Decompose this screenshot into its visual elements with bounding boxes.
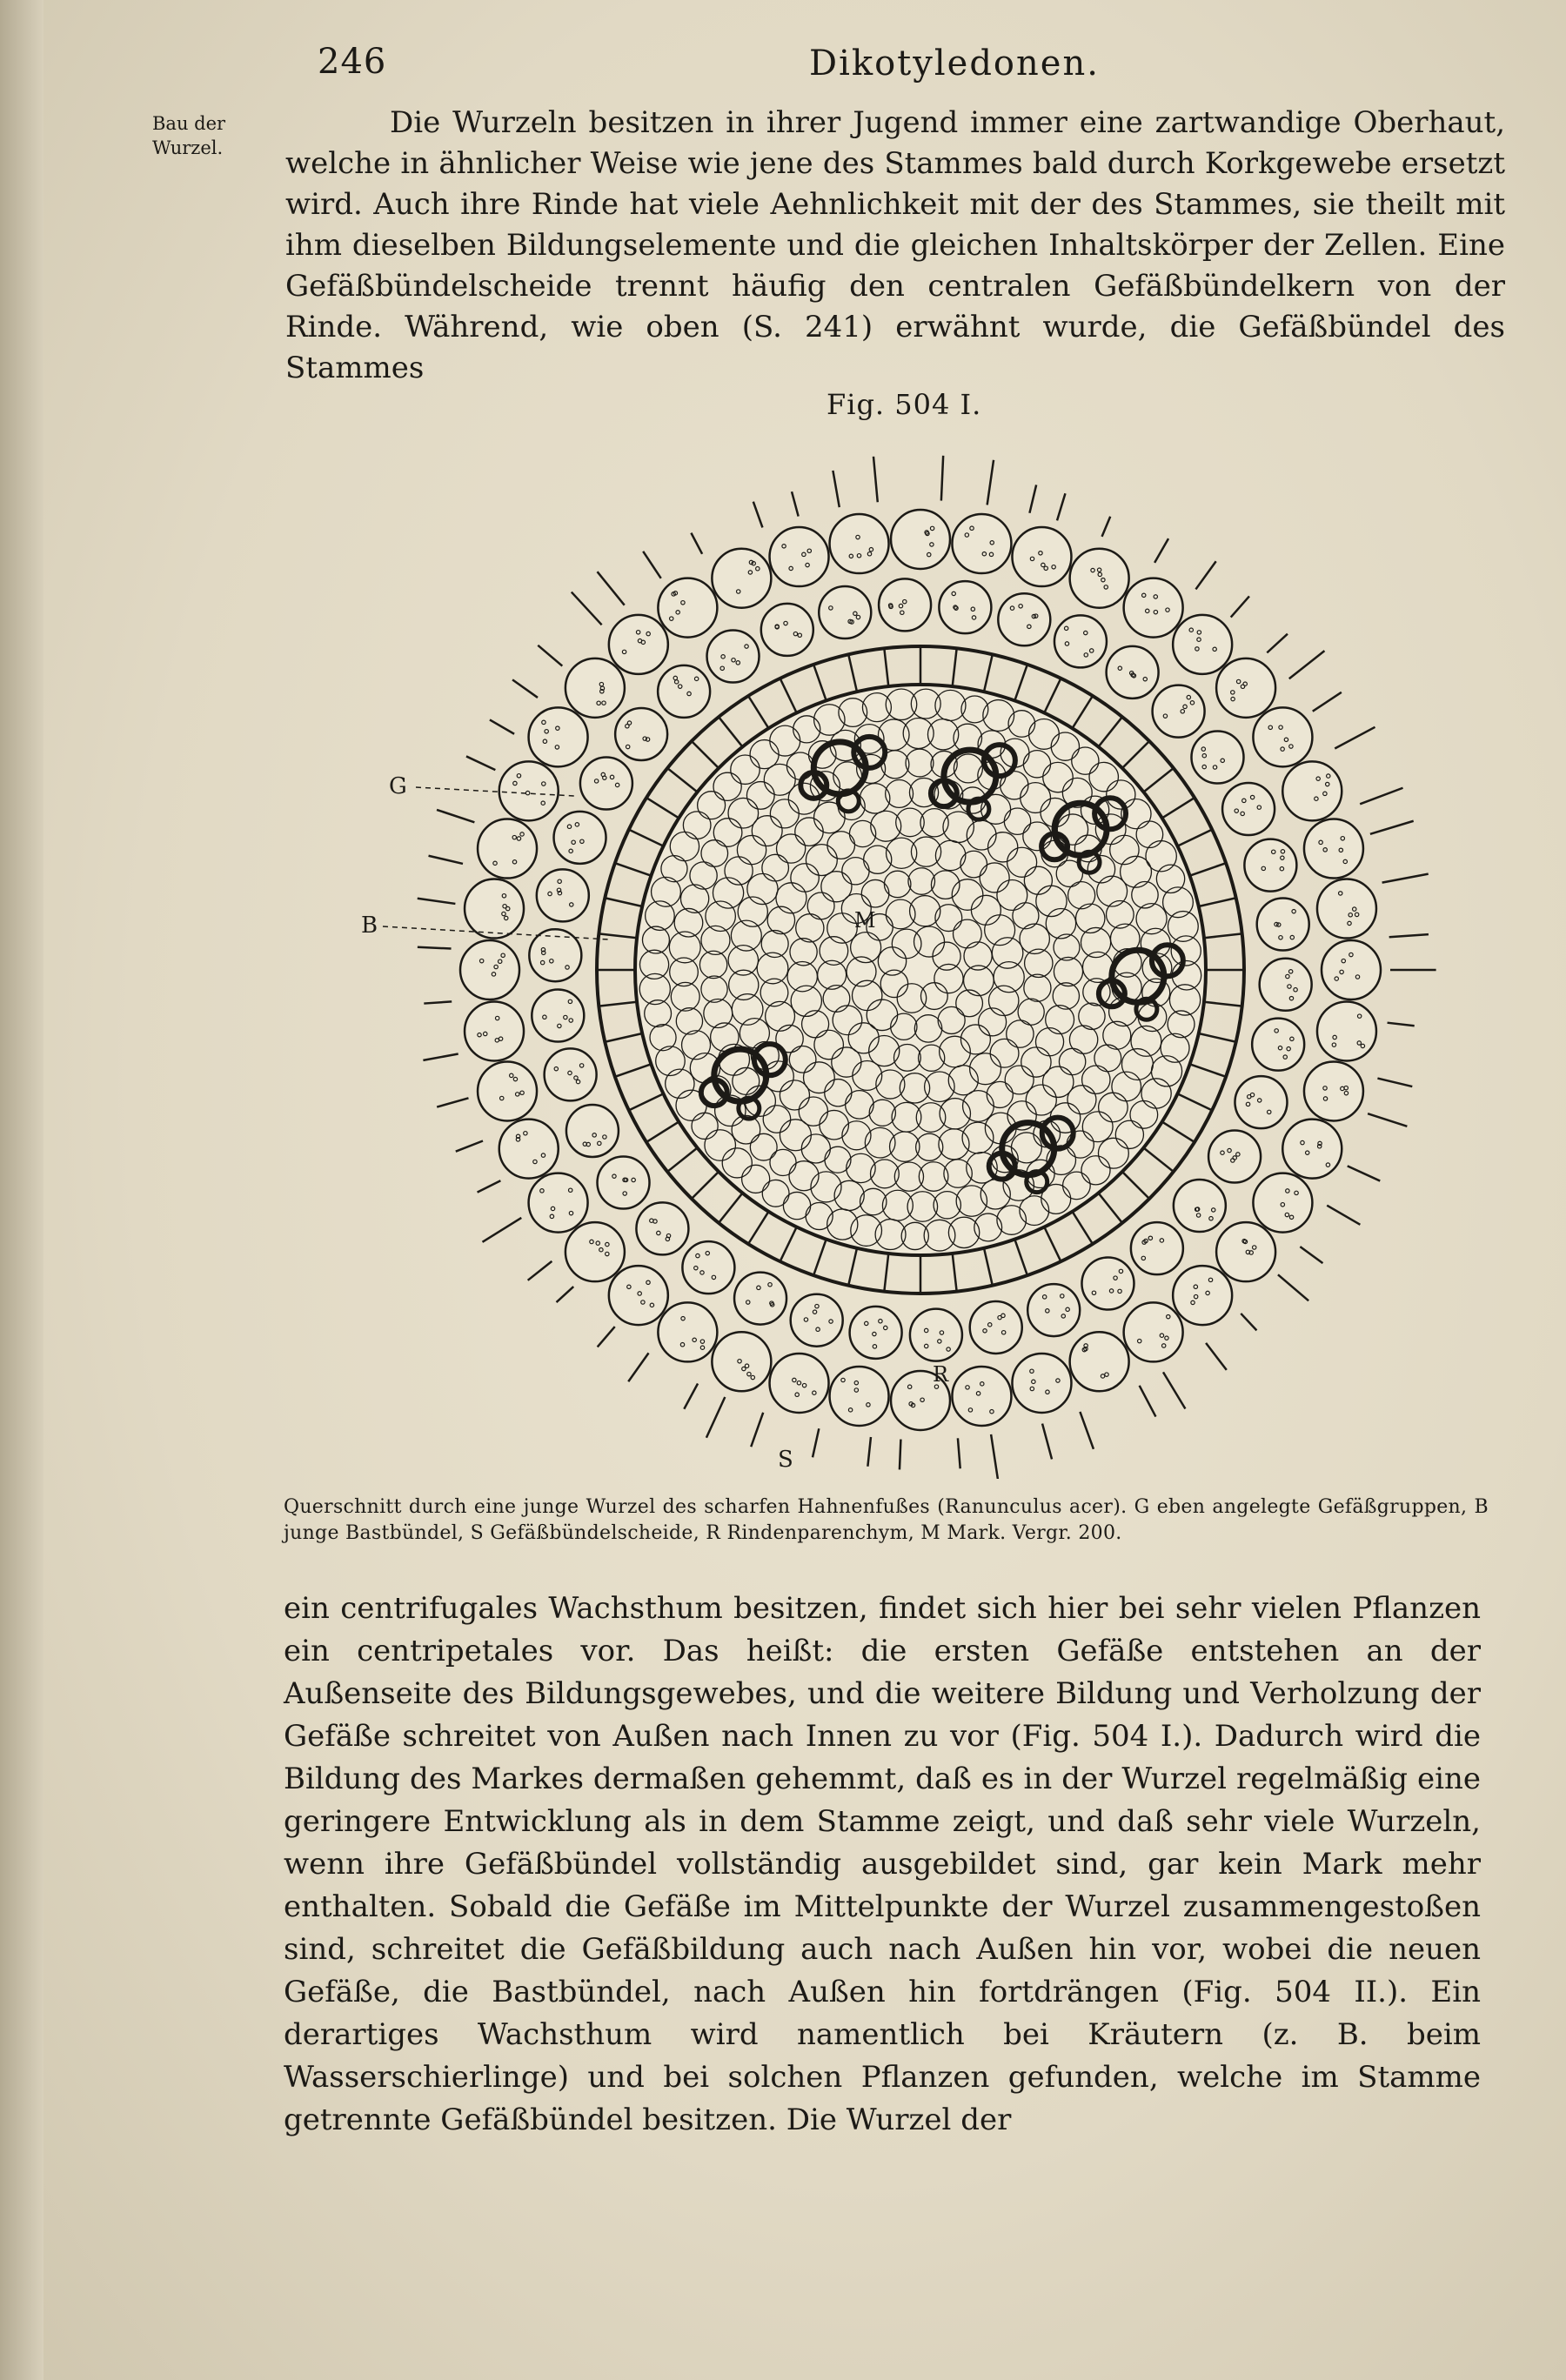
endodermis-wall xyxy=(1099,717,1122,746)
root-hair xyxy=(1370,821,1414,834)
cortex-cell xyxy=(529,707,588,766)
endodermis-wall xyxy=(1044,1227,1061,1262)
cortex-cell xyxy=(465,1001,524,1060)
cortex-cell xyxy=(1081,1258,1134,1310)
root-hair xyxy=(1267,634,1288,653)
root-hair xyxy=(643,552,661,578)
root-hair xyxy=(1348,1166,1381,1180)
root-hair xyxy=(557,1287,574,1302)
cortex-cell xyxy=(478,819,537,879)
root-hair xyxy=(1154,538,1168,563)
cortex-cell xyxy=(1257,898,1309,950)
cortex-cell xyxy=(532,990,584,1042)
cortex-cell xyxy=(499,1120,559,1179)
page-gutter xyxy=(0,0,44,2380)
cortex-cell xyxy=(529,929,581,981)
cortex-cell xyxy=(658,1302,717,1361)
cortex-cell xyxy=(1216,659,1275,718)
endodermis-wall xyxy=(748,1212,768,1244)
endodermis-wall xyxy=(615,1064,652,1077)
root-hair xyxy=(456,1140,483,1151)
cortex-cell xyxy=(1173,1266,1232,1325)
endodermis-wall xyxy=(1190,1064,1227,1077)
cortex-cell xyxy=(770,1354,829,1413)
root-hair xyxy=(706,1397,725,1438)
cortex-cell xyxy=(1027,1284,1080,1336)
cortex-cell xyxy=(580,757,632,809)
cortex-cell xyxy=(1252,1019,1304,1071)
root-hair xyxy=(429,856,463,864)
cortex-cell xyxy=(682,1241,734,1294)
root-hair xyxy=(437,810,474,822)
cortex-cell xyxy=(952,1367,1011,1426)
root-hair xyxy=(751,1413,763,1447)
cortex-cell xyxy=(478,1061,537,1120)
endodermis-wall xyxy=(1014,1240,1027,1276)
root-hair xyxy=(1377,1079,1412,1086)
page-number: 246 xyxy=(318,42,387,82)
cortex-cell xyxy=(1173,615,1232,674)
root-hair xyxy=(1057,493,1065,520)
caption-text: Querschnitt durch eine junge Wurzel des scharfen Hahnenfußes (Ranunculus acer). G eben angelegte Gefäßgruppen, B junge Bastbündel, S Gefäßbündelscheide, R Rindenparenchym, M Mark. Vergr. 200. xyxy=(284,1496,1489,1544)
endodermis-wall xyxy=(848,1248,857,1286)
root-hair xyxy=(833,471,839,507)
cortex-cell xyxy=(1322,940,1381,999)
cortex-cell xyxy=(830,514,889,573)
cortex-cell xyxy=(615,708,667,760)
root-cross-section-drawing xyxy=(383,456,1436,1479)
paragraph-bottom: ein centrifugales Wachsthum besitzen, findet sich hier bei sehr vielen Pflanzen ein centripetales vor. Das heißt: die ersten Gefäße entstehen an der Außenseite des Bildungsgewebes, und die weitere Bildung und Verholzung der Gefäße schreitet von Außen nach Innen zu vor (Fig. 504 I.). Dadurch wird die Bildung des Markes dermaßen gehemmt, daß es in der Wurzel regelmäßig eine geringere Entwicklung als in dem Stamme zeigt, und daß sehr viele Wurzeln, wenn ihre Gefäßbündel vollständig ausgebildet sind, gar kein Mark mehr enthalten. Sobald die Gefäße im Mittelpunkte der Wurzel zusammengestoßen sind, schreitet die Gefäßbildung auch nach Außen hin vor, wobei die neuen Gefäße, die Bastbündel, nach Außen hin fortdrängen (Fig. 504 II.). Ein derartiges Wachsthum wird namentlich bei Kräutern (z. B. beim Wasserschierlinge) und bei solchen Pflanzen gefunden, welche im Stamme getrennte Gefäßbündel besitzen. Die Wurzel der xyxy=(284,1591,1481,2137)
cortex-cell xyxy=(1012,527,1071,586)
endodermis-wall xyxy=(719,1193,742,1222)
endodermis-wall xyxy=(1204,933,1242,938)
endodermis-wall xyxy=(1073,696,1093,728)
endodermis-wall xyxy=(813,1240,826,1276)
endodermis-wall xyxy=(1178,830,1213,846)
margin-note: Bau der Wurzel. xyxy=(152,113,226,158)
figure-letter-r: R xyxy=(933,1362,949,1387)
cortex-cell xyxy=(658,665,710,718)
root-hair xyxy=(1102,517,1111,537)
cortex-cell xyxy=(1282,761,1342,820)
endodermis-wall xyxy=(605,1033,642,1042)
cortex-cell xyxy=(939,581,991,633)
endodermis-wall xyxy=(984,654,993,692)
root-hair xyxy=(423,1054,458,1060)
cortex-cell xyxy=(1153,685,1205,738)
cortex-cell xyxy=(1282,1120,1342,1179)
cortex-cell xyxy=(554,812,606,864)
cortex-cell xyxy=(998,593,1050,645)
root-hair xyxy=(1206,1343,1227,1370)
root-hair xyxy=(1231,596,1249,617)
root-hair xyxy=(1042,1424,1052,1460)
endodermis-wall xyxy=(599,933,637,938)
cortex-cell xyxy=(460,940,519,999)
cortex-cell xyxy=(1012,1354,1071,1413)
endodermis-wall xyxy=(646,798,679,818)
endodermis-wall xyxy=(953,648,957,686)
figure-letter-m: M xyxy=(854,908,876,933)
cortex-cell xyxy=(1191,731,1243,783)
cortex-cell xyxy=(970,1301,1022,1354)
root-hair xyxy=(1382,874,1429,883)
cortex-cell xyxy=(1235,1076,1287,1128)
endodermis-wall xyxy=(1190,863,1227,876)
cortex-cell xyxy=(761,604,813,656)
cortex-cell xyxy=(891,510,950,569)
endodermis-wall xyxy=(884,1254,888,1292)
cortex-cell xyxy=(1222,783,1275,835)
cortex-cell xyxy=(1208,1131,1261,1183)
root-hair xyxy=(1140,1386,1156,1417)
cortex-cell xyxy=(819,586,871,638)
endodermis-wall xyxy=(1122,741,1149,768)
cortex-cell xyxy=(791,1294,843,1347)
endodermis-wall xyxy=(629,830,664,846)
root-hair xyxy=(528,1261,552,1280)
root-hair xyxy=(792,491,799,516)
cortex-cell xyxy=(1317,879,1376,939)
root-hair xyxy=(1313,692,1342,712)
root-hair xyxy=(991,1434,998,1479)
root-hair xyxy=(478,1180,501,1192)
root-hair xyxy=(466,756,495,770)
endodermis-wall xyxy=(1122,1172,1149,1199)
root-hair xyxy=(1368,1113,1407,1126)
cortex-cell xyxy=(465,879,524,939)
endodermis-wall xyxy=(599,1002,637,1006)
cortex-cell xyxy=(1107,646,1159,699)
endodermis-wall xyxy=(692,1172,719,1199)
root-hair xyxy=(813,1428,819,1457)
cortex-cell xyxy=(1131,1222,1183,1274)
cortex-cell xyxy=(566,1105,619,1157)
cortex-cell xyxy=(1244,839,1296,892)
root-hair xyxy=(684,1383,698,1408)
root-hair xyxy=(512,679,538,698)
cortex-cell xyxy=(658,578,717,638)
root-hair xyxy=(1300,1247,1322,1263)
cortex-cell xyxy=(1304,1061,1363,1120)
endodermis-wall xyxy=(1178,1093,1213,1110)
endodermis-wall xyxy=(1143,768,1173,792)
cortex-cell xyxy=(879,578,931,631)
endodermis-wall xyxy=(1044,679,1061,713)
endodermis-wall xyxy=(848,654,857,692)
endodermis-wall xyxy=(692,741,719,768)
cortex-cell xyxy=(1317,1001,1376,1060)
cortex-cell xyxy=(707,630,760,682)
root-hair xyxy=(1335,727,1375,749)
endodermis-wall xyxy=(1143,1148,1173,1172)
root-hair xyxy=(958,1438,960,1468)
body-text-bottom xyxy=(284,1588,1481,2142)
root-hair xyxy=(1289,651,1325,679)
paragraph-top: Die Wurzeln besitzen in ihrer Jugend immer eine zartwandige Oberhaut, welche in ähnlicher Weise wie jene des Stammes bald durch Korkgewebe ersetzt wird. Auch ihre Rinde hat viele Aehnlichkeit mit der des Stammes, sie theilt mit ihm dieselben Bildungselemente und die gleichen Inhaltskörper der Zellen. Eine Gefäßbündelscheide trennt häufig den centralen Gefäßbündelkern von der Rinde. Während, wie oben (S. 241) erwähnt wurde, die Gefäßbündel des Stammes xyxy=(285,105,1505,385)
root-hair xyxy=(1195,561,1215,589)
cortex-cell xyxy=(910,1309,962,1361)
endodermis-wall xyxy=(748,696,768,728)
endodermis-wall xyxy=(1199,1033,1236,1042)
cortex-cell xyxy=(734,1273,786,1325)
root-hair xyxy=(1163,1372,1185,1408)
endodermis-wall xyxy=(1199,898,1236,906)
root-hair xyxy=(482,1218,521,1242)
root-hair xyxy=(490,719,514,733)
endodermis-wall xyxy=(615,863,652,876)
cortex-cell xyxy=(537,869,589,921)
cortex-cell xyxy=(1070,549,1129,608)
root-hair xyxy=(1327,1206,1360,1225)
endodermis-wall xyxy=(1204,1002,1242,1006)
cortex-cell xyxy=(1253,707,1312,766)
figure-letter-g: G xyxy=(389,773,407,799)
endodermis-wall xyxy=(953,1254,957,1292)
root-hair xyxy=(572,592,602,625)
cortex-cell xyxy=(529,1173,588,1233)
endodermis-wall xyxy=(780,1227,797,1262)
cortex-cell xyxy=(770,527,829,586)
endodermis-wall xyxy=(1162,1122,1195,1142)
endodermis-wall xyxy=(667,1148,697,1172)
cortex-cell xyxy=(952,514,1011,573)
endodermis-wall xyxy=(884,648,888,686)
endodermis-wall xyxy=(813,665,826,701)
running-head: Dikotyledonen. xyxy=(809,43,1100,84)
root-cross-section-figure xyxy=(348,435,1479,1479)
cortex-cell xyxy=(1174,1180,1226,1232)
root-hair xyxy=(1388,1023,1415,1026)
endodermis-wall xyxy=(719,717,742,746)
root-hair xyxy=(424,1001,452,1003)
figure-label: Fig. 504 I. xyxy=(826,388,982,421)
cortex-cell xyxy=(566,1222,625,1281)
root-hair xyxy=(437,1098,468,1106)
root-hair xyxy=(1029,485,1036,512)
root-hair xyxy=(1278,1274,1308,1300)
figure-letter-b: B xyxy=(361,913,378,939)
figure-caption xyxy=(284,1494,1489,1547)
root-hair xyxy=(538,645,562,666)
cortex-cell xyxy=(830,1367,889,1426)
root-hair xyxy=(691,533,702,554)
endodermis-wall xyxy=(1099,1193,1122,1222)
endodermis-wall xyxy=(605,898,642,906)
root-hair xyxy=(753,502,763,528)
endodermis-wall xyxy=(780,679,797,713)
cortex-cell xyxy=(1124,1302,1183,1361)
endodermis-wall xyxy=(1162,798,1195,818)
cortex-cell xyxy=(1124,578,1183,638)
root-hair xyxy=(987,460,994,505)
cortex-cell xyxy=(1304,819,1363,879)
cortex-cell xyxy=(609,615,668,674)
endodermis-wall xyxy=(667,768,697,792)
cortex-cell xyxy=(1054,615,1107,667)
cortex-cell xyxy=(598,1157,650,1209)
root-hair xyxy=(1080,1412,1094,1449)
endodermis-wall xyxy=(984,1248,993,1286)
body-text-top xyxy=(285,103,1505,389)
cortex-cell xyxy=(1070,1332,1129,1391)
root-hair xyxy=(628,1353,648,1381)
root-hair xyxy=(418,899,456,904)
root-hair xyxy=(1360,788,1402,805)
endodermis-wall xyxy=(1073,1212,1093,1244)
root-hair xyxy=(418,947,452,949)
root-hair xyxy=(1389,934,1429,937)
endodermis-wall xyxy=(1014,665,1027,701)
root-hair xyxy=(598,1327,615,1347)
cortex-cell xyxy=(1260,959,1312,1011)
endodermis-wall xyxy=(646,1122,679,1142)
root-hair xyxy=(1241,1314,1256,1330)
endodermis-wall xyxy=(629,1093,664,1110)
root-hair xyxy=(867,1437,871,1467)
cortex-cell xyxy=(712,549,771,608)
cortex-cell xyxy=(566,659,625,718)
root-hair xyxy=(873,457,878,502)
cortex-cell xyxy=(636,1202,688,1254)
figure-letter-s: S xyxy=(778,1447,793,1473)
root-hair xyxy=(941,456,943,501)
root-hair xyxy=(598,572,625,605)
